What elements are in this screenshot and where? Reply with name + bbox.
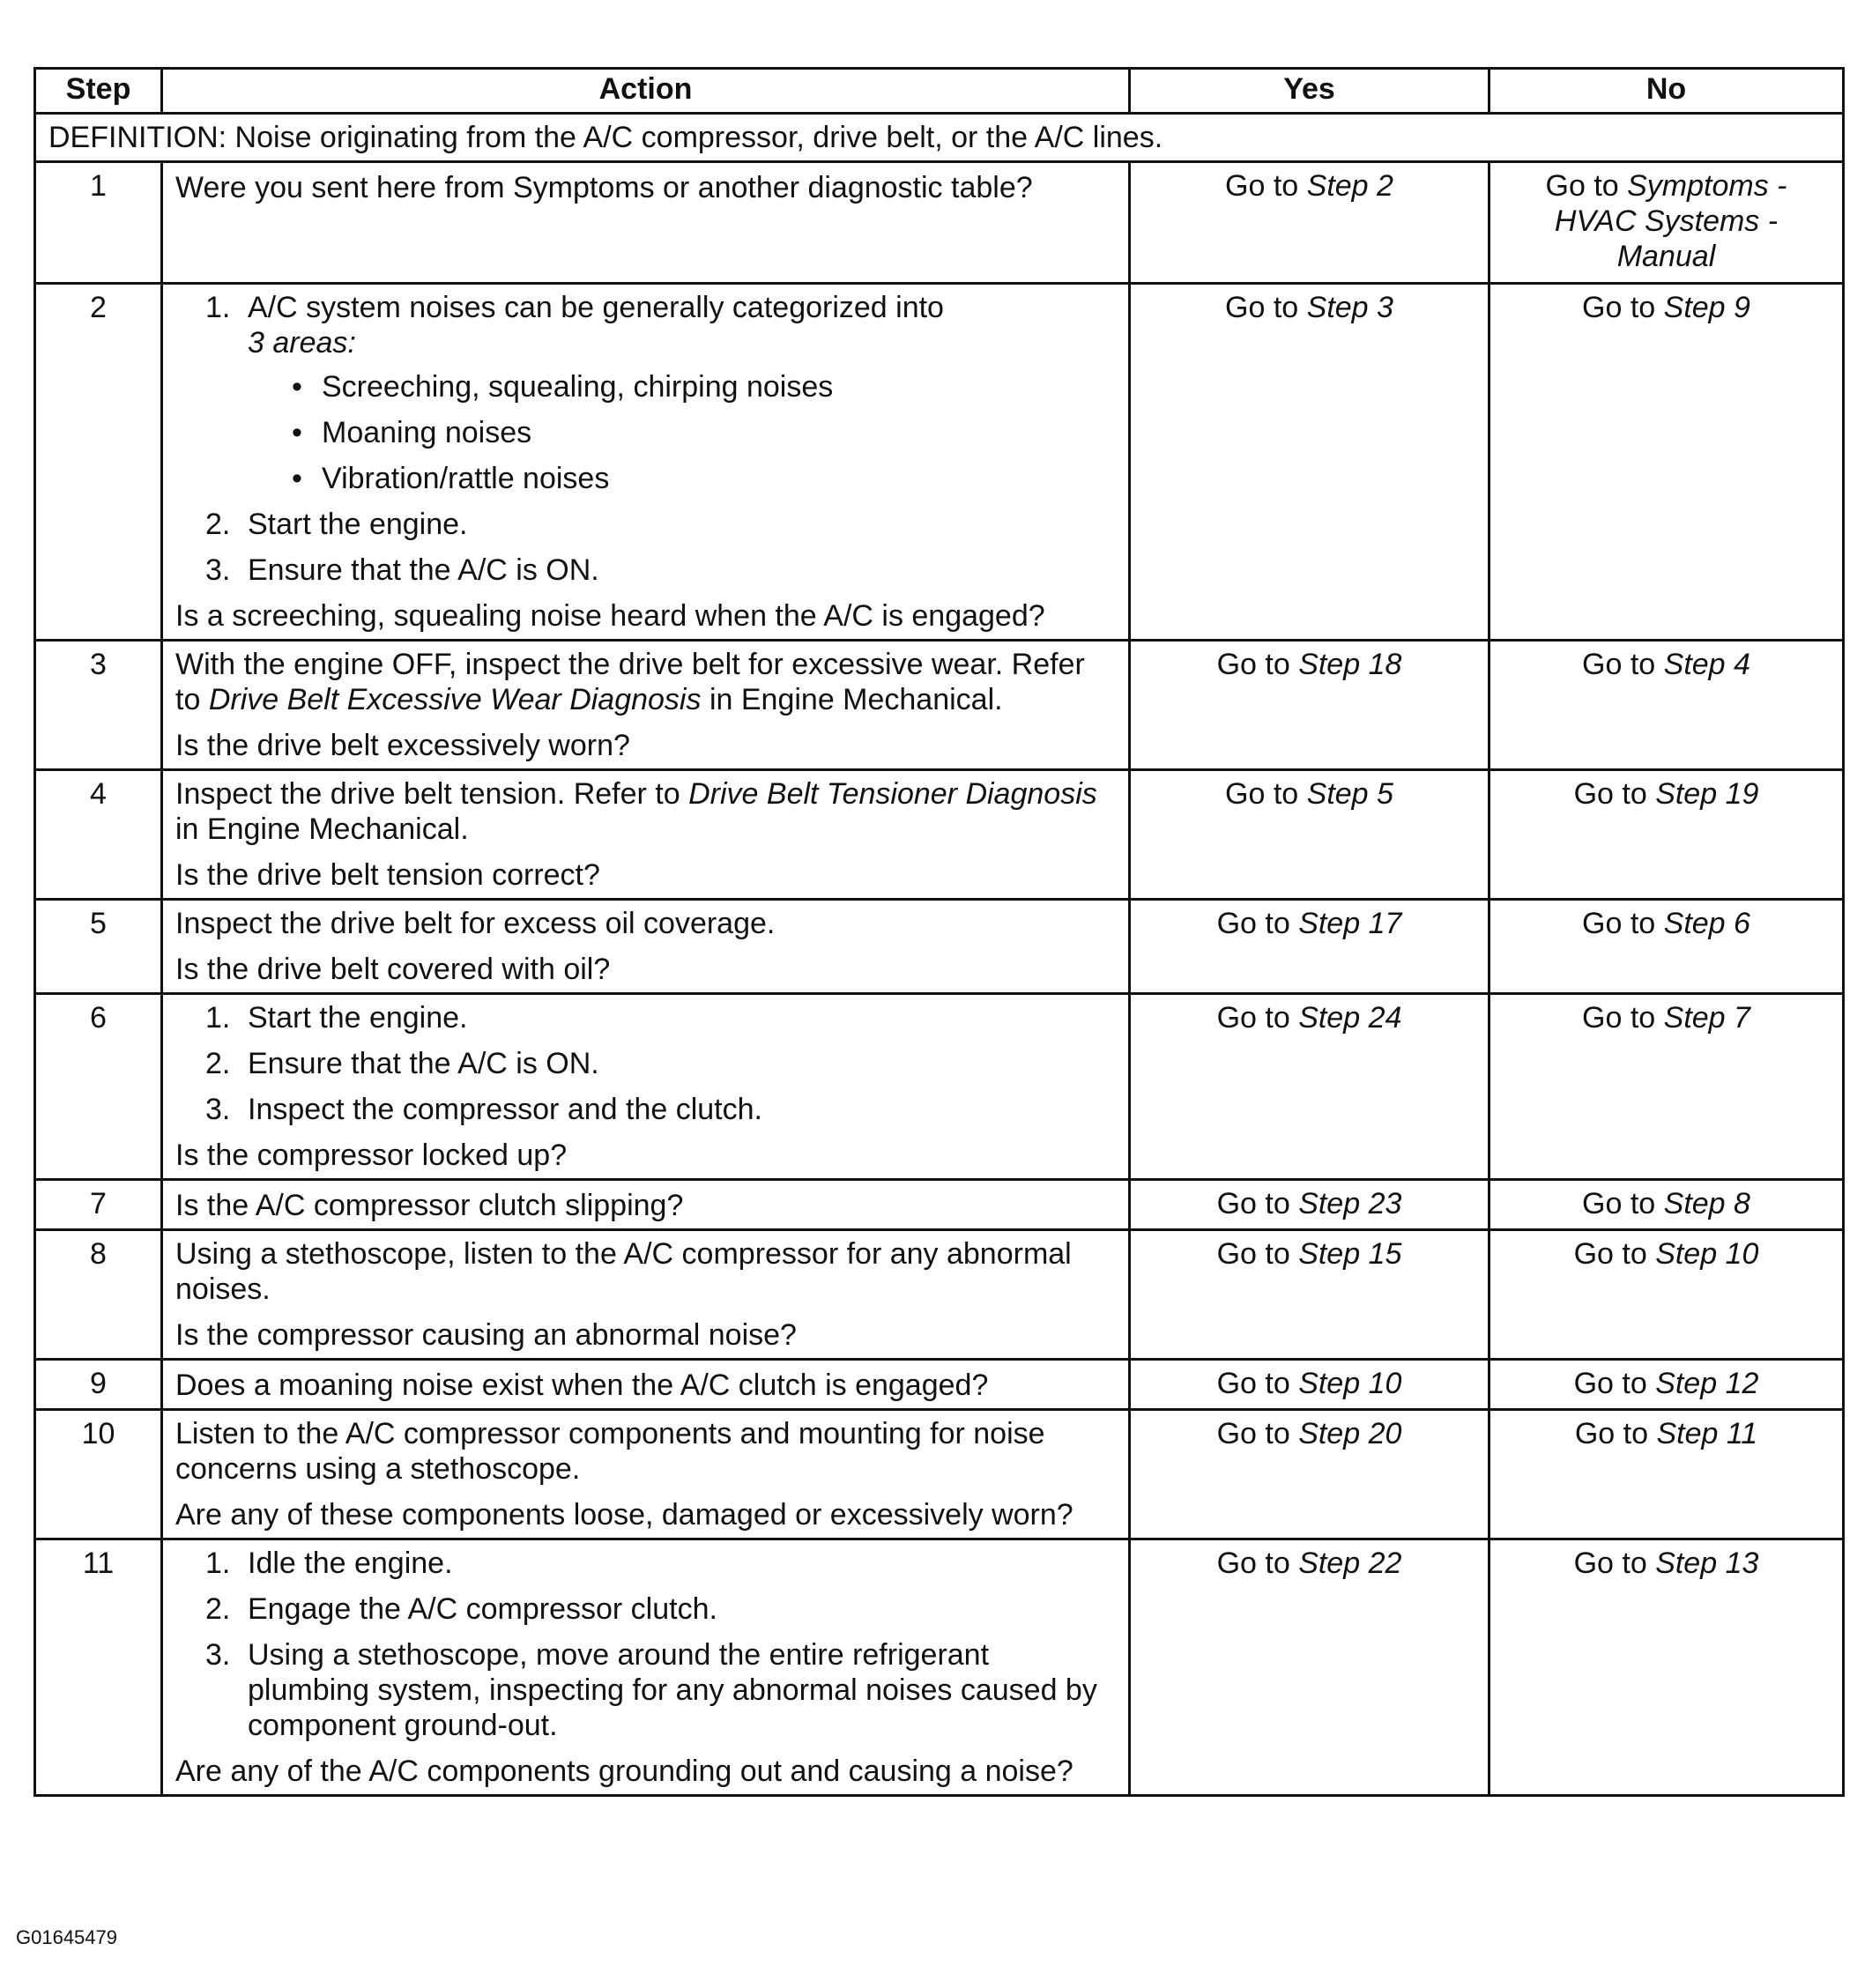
list-item: 1. A/C system noises can be generally categorized into 3 areas: • Screeching, squealing, chirping noises • Moaning noises • Vibration/rattle noises [205,290,1116,496]
yes-link[interactable]: Go to Step 24 [1130,994,1489,1180]
list-item: 3. Using a stethoscope, move around the entire refrigerant plumbing system, inspecting for any abnormal noises caused by component ground-out. [205,1638,1097,1742]
list-item: 3. Ensure that the A/C is ON. [205,553,599,587]
list-item: 3. Inspect the compressor and the clutch. [205,1093,762,1126]
instruction-text: Using a stethoscope, listen to the A/C compressor for any abnormal noises. [175,1237,1072,1306]
yes-link[interactable]: Go to Step 23 [1130,1180,1489,1230]
diagnostic-table [33,67,1845,1797]
step-number: 6 [35,994,162,1180]
question-text: Is a screeching, squealing noise heard when the A/C is engaged? [175,599,1045,633]
table-row [35,1410,1844,1539]
definition-text: DEFINITION: Noise originating from the A/C compressor, drive belt, or the A/C lines. [35,114,1844,162]
yes-link[interactable]: Go to Step 17 [1130,900,1489,994]
header-step: Step [35,69,162,114]
no-link[interactable]: Go to Step 10 [1489,1230,1844,1360]
yes-link[interactable]: Go to Step 20 [1130,1410,1489,1539]
yes-link[interactable]: Go to Step 22 [1130,1539,1489,1796]
yes-link[interactable]: Go to Step 5 [1130,770,1489,900]
action-cell [162,900,1130,994]
question-text: Is the drive belt tension correct? [175,858,600,892]
reference-link[interactable]: Drive Belt Tensioner Diagnosis [688,777,1097,811]
list-item: 2. Start the engine. [205,508,468,541]
no-link[interactable]: Go to Symptoms - HVAC Systems - Manual [1489,162,1844,284]
action-cell [162,1539,1130,1796]
table-row [35,770,1844,900]
action-cell [162,1180,1130,1230]
table-row [35,1360,1844,1410]
header-row [35,69,1844,114]
table-row [35,1539,1844,1796]
reference-link[interactable]: Drive Belt Excessive Wear Diagnosis [208,683,702,716]
no-link[interactable]: Go to Step 7 [1489,994,1844,1180]
step-number: 4 [35,770,162,900]
question-text: Is the A/C compressor clutch slipping? [175,1189,684,1222]
yes-link[interactable]: Go to Step 3 [1130,284,1489,641]
table-row [35,1180,1844,1230]
step-number: 8 [35,1230,162,1360]
step-number: 5 [35,900,162,994]
step-number: 2 [35,284,162,641]
question-text: Were you sent here from Symptoms or another diagnostic table? [175,171,1033,204]
question-text: Are any of these components loose, damaged or excessively worn? [175,1498,1073,1532]
no-link[interactable]: Go to Step 11 [1489,1410,1844,1539]
no-link[interactable]: Go to Step 4 [1489,641,1844,770]
no-link[interactable]: Go to Step 19 [1489,770,1844,900]
no-link[interactable]: Go to Step 9 [1489,284,1844,641]
bullet-item: • Vibration/rattle noises [292,461,1116,496]
bullet-list [248,369,1116,496]
action-cell [162,994,1130,1180]
step-number: 7 [35,1180,162,1230]
instruction-text: Inspect the drive belt tension. Refer to Drive Belt Tensioner Diagnosis in Engine Mechanical. [175,777,1097,846]
bullet-item: • Screeching, squealing, chirping noises [292,369,1116,404]
yes-link[interactable]: Go to Step 15 [1130,1230,1489,1360]
action-cell [162,641,1130,770]
instruction-text: With the engine OFF, inspect the drive belt for excessive wear. Refer to Drive Belt Excessive Wear Diagnosis in Engine Mechanical. [175,648,1085,716]
question-text: Is the compressor locked up? [175,1139,568,1172]
step-number: 3 [35,641,162,770]
header-action: Action [162,69,1130,114]
question-text: Is the drive belt covered with oil? [175,953,611,986]
table-row [35,284,1844,641]
numbered-list [175,290,1116,588]
numbered-list [175,1000,1116,1127]
action-cell [162,1410,1130,1539]
definition-row [35,114,1844,162]
numbered-list [175,1546,1116,1743]
yes-link[interactable]: Go to Step 2 [1130,162,1489,284]
no-link[interactable]: Go to Step 6 [1489,900,1844,994]
figure-id: G01645479 [16,1926,117,1948]
question-text: Is the drive belt excessively worn? [175,729,630,762]
header-no: No [1489,69,1844,114]
question-text: Are any of the A/C components grounding out and causing a noise? [175,1754,1073,1788]
table-row [35,994,1844,1180]
step-number: 9 [35,1360,162,1410]
table-row [35,162,1844,284]
step-number: 1 [35,162,162,284]
step-number: 10 [35,1410,162,1539]
table-row [35,1230,1844,1360]
list-item: 1. Start the engine. [205,1001,468,1035]
yes-link[interactable]: Go to Step 18 [1130,641,1489,770]
no-link[interactable]: Go to Step 8 [1489,1180,1844,1230]
question-text: Does a moaning noise exist when the A/C clutch is engaged? [175,1369,989,1402]
no-link[interactable]: Go to Step 13 [1489,1539,1844,1796]
action-cell [162,162,1130,284]
table-row [35,641,1844,770]
action-cell [162,1360,1130,1410]
list-item: 1. Idle the engine. [205,1547,453,1580]
instruction-text: Listen to the A/C compressor components and mounting for noise concerns using a stethoscope. [175,1417,1045,1486]
list-item: 2. Engage the A/C compressor clutch. [205,1592,717,1626]
list-item: 2. Ensure that the A/C is ON. [205,1047,599,1080]
instruction-text: Inspect the drive belt for excess oil coverage. [175,907,776,940]
action-cell [162,284,1130,641]
no-link[interactable]: Go to Step 12 [1489,1360,1844,1410]
step-number: 11 [35,1539,162,1796]
action-cell [162,770,1130,900]
yes-link[interactable]: Go to Step 10 [1130,1360,1489,1410]
header-yes: Yes [1130,69,1489,114]
table-row [35,900,1844,994]
bullet-item: • Moaning noises [292,415,1116,450]
question-text: Is the compressor causing an abnormal noise? [175,1318,797,1352]
action-cell [162,1230,1130,1360]
